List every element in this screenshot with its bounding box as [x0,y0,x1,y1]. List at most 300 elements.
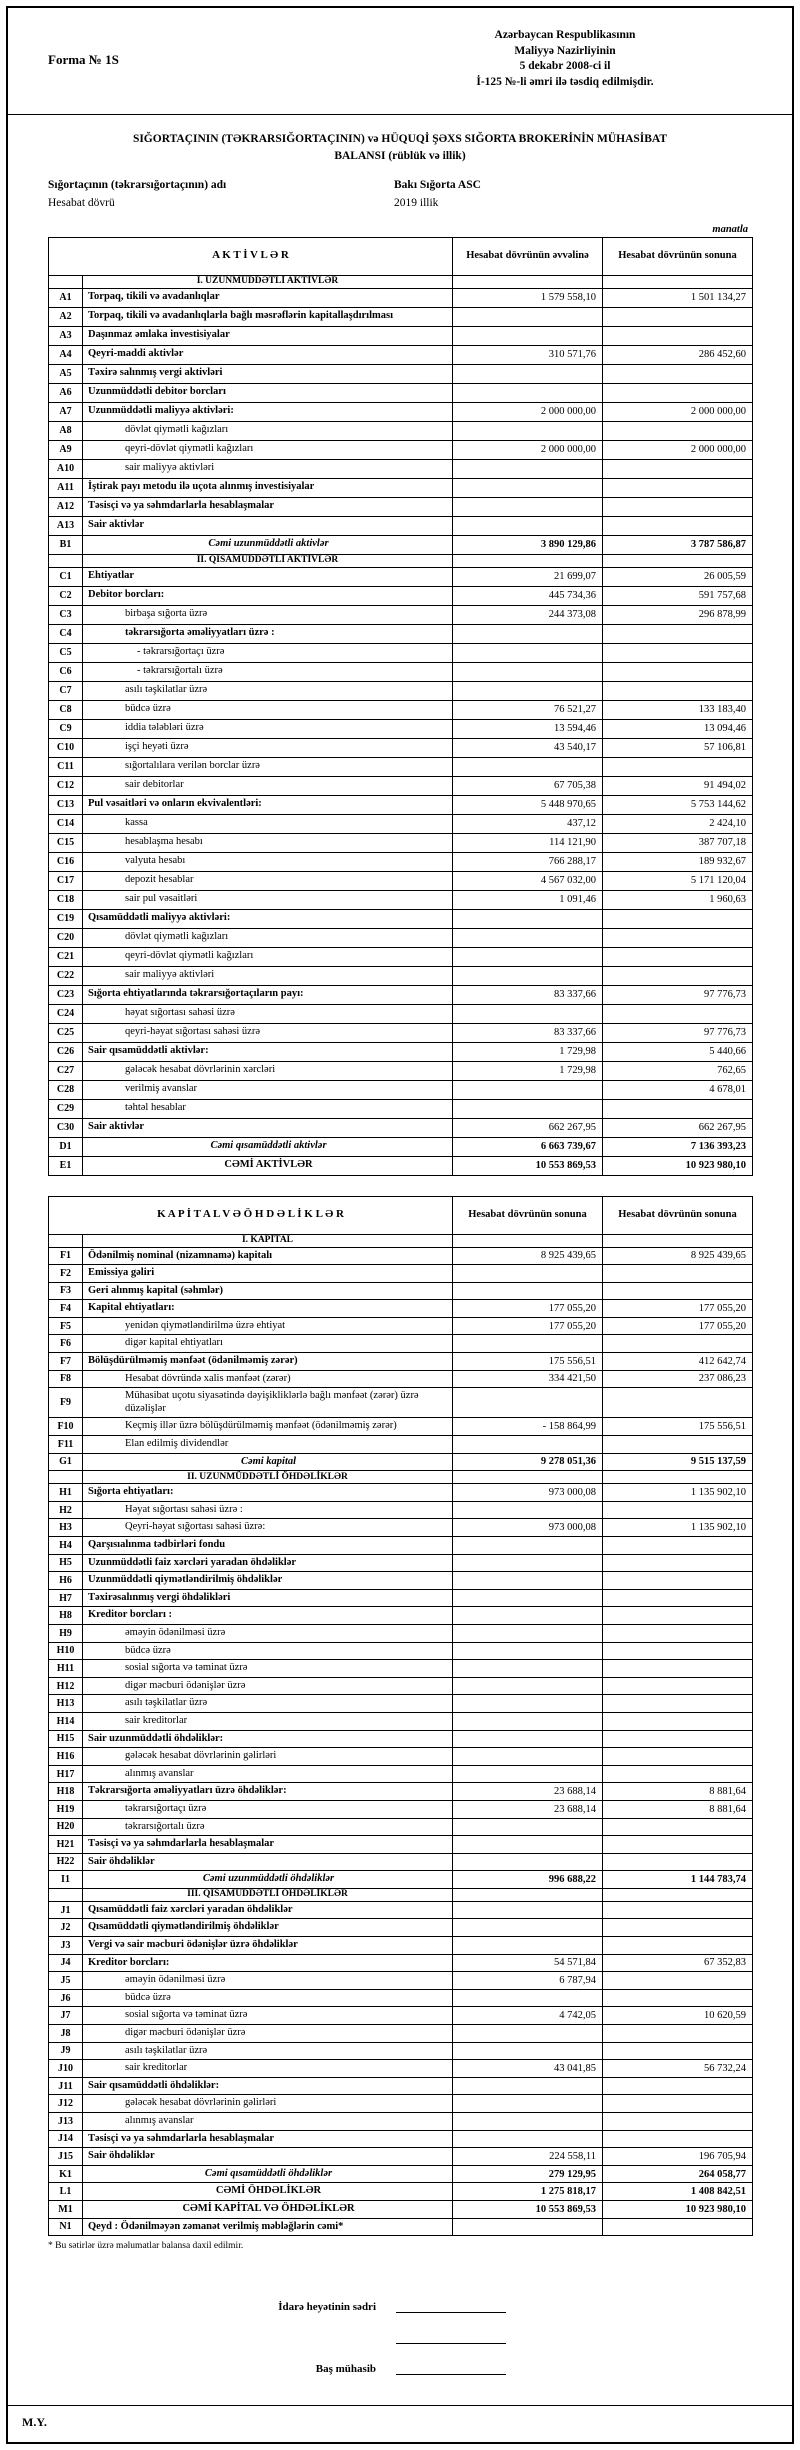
table-row [49,947,753,966]
value-period-end: 1 144 783,74 [603,1871,753,1889]
value-period-start [453,928,603,947]
row-label: Mühasibat uçotu siyasətində dəyişikliklərlə bağlı mənfəət (zərər) üzrə düzəlişlər [83,1388,453,1418]
row-code: A1 [49,288,83,307]
row-code: J11 [49,2077,83,2095]
row-label: Qısamüddətli qiymətləndirilmiş öhdəliklər [83,1919,453,1937]
value-period-start: 4 742,05 [453,2007,603,2025]
table-row [49,814,753,833]
row-label: gələcək hesabat dövrlərinin gəlirləri [83,1748,453,1766]
value-period-end: 10 923 980,10 [603,1156,753,1175]
row-code: C28 [49,1080,83,1099]
value-period-start [453,1919,603,1937]
value-period-start [453,1989,603,2007]
row-code: A3 [49,326,83,345]
row-code: F1 [49,1247,83,1265]
value-period-end [603,1554,753,1572]
table-row [49,1748,753,1766]
row-code: A12 [49,497,83,516]
header-divider [8,114,792,115]
row-label: büdcə üzrə [83,1642,453,1660]
value-period-end [603,2025,753,2043]
value-period-end [603,2130,753,2148]
value-period-start [453,966,603,985]
value-period-end: 9 515 137,59 [603,1453,753,1471]
table-row [49,1418,753,1436]
value-period-start [453,2130,603,2148]
row-code: J4 [49,1954,83,1972]
value-period-start [453,681,603,700]
row-label: Təsisçi və ya səhmdarlarla hesablaşmalar [83,497,453,516]
row-label: Uzunmüddətli debitor borcları [83,383,453,402]
row-label: Cəmi uzunmüddətli aktivlər [83,535,453,554]
table-row [49,1972,753,1990]
row-label: CƏMİ ÖHDƏLİKLƏR [83,2183,453,2201]
value-period-start [453,1572,603,1590]
row-code: C11 [49,757,83,776]
value-period-end [603,1836,753,1854]
row-code: A8 [49,421,83,440]
approval-line: Azərbaycan Respublikasının [494,29,636,41]
table-row [49,890,753,909]
row-label: Təsisçi və ya səhmdarlarla hesablaşmalar [83,1836,453,1854]
row-label: CƏMİ KAPİTAL VƏ ÖHDƏLİKLƏR [83,2200,453,2218]
row-code: M1 [49,2200,83,2218]
value-period-start: 662 267,95 [453,1118,603,1137]
table-row [49,738,753,757]
row-label: CƏMİ AKTİVLƏR [83,1156,453,1175]
row-code: J10 [49,2060,83,2078]
row-code: C15 [49,833,83,852]
value-period-start: 10 553 869,53 [453,1156,603,1175]
row-code: J1 [49,1901,83,1919]
insurer-label: Sığortaçının (təkrarsığortaçının) adı [48,178,227,191]
row-label: Cəmi qısamüddətli öhdəliklər [83,2165,453,2183]
chairman-label: İdarə heyətinin sədri [278,2301,376,2314]
table-row [49,1589,753,1607]
table-row [49,402,753,421]
value-period-start: 23 688,14 [453,1783,603,1801]
value-period-end [603,1572,753,1590]
value-period-end [603,1589,753,1607]
value-period-start: 2 000 000,00 [453,402,603,421]
row-label: Debitor borcları: [83,586,453,605]
table-row [49,554,753,567]
value-period-end [603,1712,753,1730]
accountant-signature-line [396,2361,506,2375]
value-period-start [453,1901,603,1919]
value-period-start: 1 729,98 [453,1061,603,1080]
row-code: F3 [49,1282,83,1300]
row-code: C3 [49,605,83,624]
table-row [49,1335,753,1353]
balance-sheet-page [6,6,794,2444]
row-label: iddia tələbləri üzrə [83,719,453,738]
row-label: Bölüşdürülməmiş mənfəət (ödənilməmiş zərər) [83,1353,453,1371]
row-label: həyat sığortası sahəsi üzrə [83,1004,453,1023]
row-code: C18 [49,890,83,909]
table-row [49,2060,753,2078]
value-period-end: 196 705,94 [603,2148,753,2166]
row-code: C26 [49,1042,83,1061]
value-period-start: 5 448 970,65 [453,795,603,814]
row-code: J13 [49,2113,83,2131]
row-code: C8 [49,700,83,719]
row-code: F8 [49,1370,83,1388]
accountant-signature-row [48,2359,752,2375]
value-period-end: 1 135 902,10 [603,1519,753,1537]
value-period-start: 21 699,07 [453,567,603,586]
value-period-start: 13 594,46 [453,719,603,738]
value-period-start [453,1335,603,1353]
approval-block [400,28,730,90]
table-row [49,1471,753,1484]
table-row [49,1642,753,1660]
table-row [49,1353,753,1371]
table-row [49,1853,753,1871]
row-code: F6 [49,1335,83,1353]
table-row [49,1004,753,1023]
assets-header-row [49,237,753,275]
row-label: sair maliyyə aktivləri [83,459,453,478]
row-label: Sair aktivlər [83,516,453,535]
value-period-end [603,1818,753,1836]
row-code [49,1888,83,1901]
accountant-label: Baş mühasib [315,2363,376,2376]
row-label: kassa [83,814,453,833]
row-label: Torpaq, tikili və avadanlıqlarla bağlı məsrəflərin kapitallaşdırılması [83,307,453,326]
value-period-end [603,1642,753,1660]
table-row [49,307,753,326]
value-period-start [453,2113,603,2131]
table-row [49,1836,753,1854]
value-period-end: 67 352,83 [603,1954,753,1972]
row-label: verilmiş avanslar [83,1080,453,1099]
row-code: C17 [49,871,83,890]
value-period-end: 5 440,66 [603,1042,753,1061]
row-label: gələcək hesabat dövrlərinin gəlirləri [83,2095,453,2113]
document-title [48,131,752,166]
row-code: K1 [49,2165,83,2183]
value-period-end: 264 058,77 [603,2165,753,2183]
assets-table [48,237,753,1176]
row-label: təhtəl hesablar [83,1099,453,1118]
table-row [49,719,753,738]
row-label: Emissiya gəliri [83,1265,453,1283]
value-period-start [453,364,603,383]
signature-block [48,2297,752,2375]
value-period-end: 387 707,18 [603,833,753,852]
value-period-end [603,1730,753,1748]
value-period-start: 114 121,90 [453,833,603,852]
row-label: sair pul vəsaitləri [83,890,453,909]
value-period-start: 177 055,20 [453,1300,603,1318]
table-row [49,1501,753,1519]
table-row [49,2165,753,2183]
row-code: G1 [49,1453,83,1471]
row-code: H8 [49,1607,83,1625]
value-period-end: 7 136 393,23 [603,1137,753,1156]
value-period-start [453,1660,603,1678]
table-row [49,440,753,459]
row-label: sair maliyyə aktivləri [83,966,453,985]
value-period-start: 10 553 869,53 [453,2200,603,2218]
value-period-end [603,2113,753,2131]
value-period-start [453,2218,603,2236]
assets-table-title: A K T İ V L Ə R [49,237,453,275]
table-row [49,2025,753,2043]
value-period-start [453,1080,603,1099]
row-code: J12 [49,2095,83,2113]
row-label: Kapital ehtiyatları: [83,1300,453,1318]
row-code: F10 [49,1418,83,1436]
insurer-row [48,179,752,197]
table-row [49,478,753,497]
footnote: * Bu sətirlər üzrə məlumatlar balansa daxil edilmir. [48,2241,244,2252]
table-row [49,2042,753,2060]
table-row [49,275,753,288]
value-period-end [603,947,753,966]
table-row [49,1370,753,1388]
table-row [49,1800,753,1818]
table-row [49,1572,753,1590]
table-row [49,1156,753,1175]
row-label: Qeyri-həyat sığortası sahəsi üzrə: [83,1519,453,1537]
table-row [49,567,753,586]
table-row [49,1783,753,1801]
row-code [49,275,83,288]
value-period-start [453,1607,603,1625]
row-code: H1 [49,1484,83,1502]
value-period-end: 5 753 144,62 [603,795,753,814]
value-period-start [453,1554,603,1572]
value-period-end [603,364,753,383]
value-period-end [603,2218,753,2236]
row-code: J9 [49,2042,83,2060]
row-label: qeyri-həyat sığortası sahəsi üzrə [83,1023,453,1042]
value-period-end: 97 776,73 [603,985,753,1004]
row-label: Uzunmüddətli faiz xərcləri yaradan öhdəliklər [83,1554,453,1572]
row-code: I1 [49,1871,83,1889]
table-row [49,1607,753,1625]
stamp-label: M.Y. [22,2415,47,2429]
row-label: qeyri-dövlət qiymətli kağızları [83,947,453,966]
table-row [49,966,753,985]
value-period-end [603,1607,753,1625]
value-period-start: 973 000,08 [453,1519,603,1537]
value-period-start: - 158 864,99 [453,1418,603,1436]
table-row [49,700,753,719]
value-period-start [453,947,603,966]
row-code: H16 [49,1748,83,1766]
value-period-end [603,1537,753,1555]
value-period-start: 224 558,11 [453,2148,603,2166]
row-code: H14 [49,1712,83,1730]
table-row [49,2095,753,2113]
row-code: A4 [49,345,83,364]
table-row [49,1023,753,1042]
value-period-end [603,1888,753,1901]
value-period-end: 412 642,74 [603,1353,753,1371]
value-period-end [603,1695,753,1713]
row-code: F4 [49,1300,83,1318]
row-code: H5 [49,1554,83,1572]
row-label: Qarşısıalınma tədbirləri fondu [83,1537,453,1555]
row-code: D1 [49,1137,83,1156]
table-row [49,1061,753,1080]
row-label: Vergi və sair məcburi ödənişlər üzrə öhdəliklər [83,1937,453,1955]
value-period-start: 310 571,76 [453,345,603,364]
value-period-start: 43 540,17 [453,738,603,757]
row-label: büdcə üzrə [83,700,453,719]
row-label: yenidən qiymətləndirilmə üzrə ehtiyat [83,1317,453,1335]
value-period-start [453,1765,603,1783]
row-code: F5 [49,1317,83,1335]
value-period-end [603,643,753,662]
value-period-start [453,662,603,681]
value-period-end: 5 171 120,04 [603,871,753,890]
row-code: H9 [49,1624,83,1642]
value-period-end: 57 106,81 [603,738,753,757]
row-code: C14 [49,814,83,833]
value-period-start: 279 129,95 [453,2165,603,2183]
table-row [49,909,753,928]
row-label: Ehtiyatlar [83,567,453,586]
value-period-end [603,681,753,700]
table-row [49,497,753,516]
value-period-end: 3 787 586,87 [603,535,753,554]
value-period-start [453,757,603,776]
row-label: Cəmi uzunmüddətli öhdəliklər [83,1871,453,1889]
row-code: C30 [49,1118,83,1137]
row-label: əməyin ödənilməsi üzrə [83,1624,453,1642]
row-code: C4 [49,624,83,643]
value-period-end [603,1765,753,1783]
value-period-end [603,1937,753,1955]
table-row [49,1247,753,1265]
value-period-start [453,1501,603,1519]
row-code: C29 [49,1099,83,1118]
value-period-end [603,757,753,776]
form-number: Forma № 1S [48,52,119,67]
value-period-start: 2 000 000,00 [453,440,603,459]
value-period-end: 175 556,51 [603,1418,753,1436]
row-code: H18 [49,1783,83,1801]
value-period-end [603,1677,753,1695]
row-code: H21 [49,1836,83,1854]
row-code: A7 [49,402,83,421]
row-label: Torpaq, tikili və avadanlıqlar [83,288,453,307]
row-code: C10 [49,738,83,757]
row-label: Təkrarsığorta əməliyyatları üzrə öhdəliklər: [83,1783,453,1801]
value-period-start: 1 579 558,10 [453,288,603,307]
value-period-start [453,554,603,567]
table-row [49,1712,753,1730]
row-code: H20 [49,1818,83,1836]
row-label: sosial sığorta və təminat üzrə [83,1660,453,1678]
row-code: J6 [49,1989,83,2007]
value-period-start: 334 421,50 [453,1370,603,1388]
table-row [49,795,753,814]
row-code: C20 [49,928,83,947]
row-label: Keçmiş illər üzrə bölüşdürülməmiş mənfəət (ödənilməmiş zərər) [83,1418,453,1436]
value-period-start [453,307,603,326]
table-row [49,345,753,364]
value-period-end [603,383,753,402]
row-label: depozit hesablar [83,871,453,890]
row-code: H12 [49,1677,83,1695]
row-label: Uzunmüddətli qiymətləndirilmiş öhdəliklər [83,1572,453,1590]
row-label: Qeyd : Ödənilməyən zəmanət verilmiş məbləğlərin cəmi* [83,2218,453,2236]
row-label: Qısamüddətli maliyyə aktivləri: [83,909,453,928]
column-period-end: Hesabat dövrünün sonuna [603,1196,753,1234]
value-period-end: 56 732,24 [603,2060,753,2078]
value-period-end [603,624,753,643]
value-period-start [453,1234,603,1247]
row-label: Uzunmüddətli maliyyə aktivləri: [83,402,453,421]
table-row [49,681,753,700]
row-label: Qısamüddətli faiz xərcləri yaradan öhdəliklər [83,1901,453,1919]
value-period-start [453,2042,603,2060]
table-row [49,2130,753,2148]
table-row [49,1554,753,1572]
value-period-start [453,421,603,440]
row-code: H19 [49,1800,83,1818]
value-period-end: 26 005,59 [603,567,753,586]
page-header [48,28,752,106]
row-code: C25 [49,1023,83,1042]
value-period-start [453,2025,603,2043]
row-label: təkrarsığortalı üzrə [83,1818,453,1836]
value-period-end: 133 183,40 [603,700,753,719]
value-period-end [603,1972,753,1990]
row-label: Sair uzunmüddətli öhdəliklər: [83,1730,453,1748]
value-period-end [603,1004,753,1023]
value-period-end: 13 094,46 [603,719,753,738]
value-period-end: 10 923 980,10 [603,2200,753,2218]
table-row [49,516,753,535]
row-label: asılı təşkilatlar üzrə [83,681,453,700]
row-label: digər məcburi ödənişlər üzrə [83,1677,453,1695]
value-period-end [603,307,753,326]
value-period-end [603,2042,753,2060]
value-period-end [603,1919,753,1937]
value-period-start [453,1004,603,1023]
row-label: Sair qısamüddətli öhdəliklər: [83,2077,453,2095]
row-label: Sığorta ehtiyatları: [83,1484,453,1502]
row-code: F7 [49,1353,83,1371]
row-code: H13 [49,1695,83,1713]
row-code: H11 [49,1660,83,1678]
column-period-end: Hesabat dövrünün sonuna [603,237,753,275]
row-code: C13 [49,795,83,814]
value-period-start: 437,12 [453,814,603,833]
value-period-end: 177 055,20 [603,1317,753,1335]
value-period-end [603,1282,753,1300]
value-period-end [603,1265,753,1283]
value-period-start [453,275,603,288]
value-period-end: 286 452,60 [603,345,753,364]
table-row [49,643,753,662]
value-period-end [603,966,753,985]
row-code: A10 [49,459,83,478]
row-label: İştirak payı metodu ilə uçota alınmış investisiyalar [83,478,453,497]
value-period-start [453,1695,603,1713]
table-row [49,605,753,624]
value-period-end [603,1436,753,1454]
value-period-start [453,326,603,345]
value-period-start [453,2095,603,2113]
table-row [49,1677,753,1695]
